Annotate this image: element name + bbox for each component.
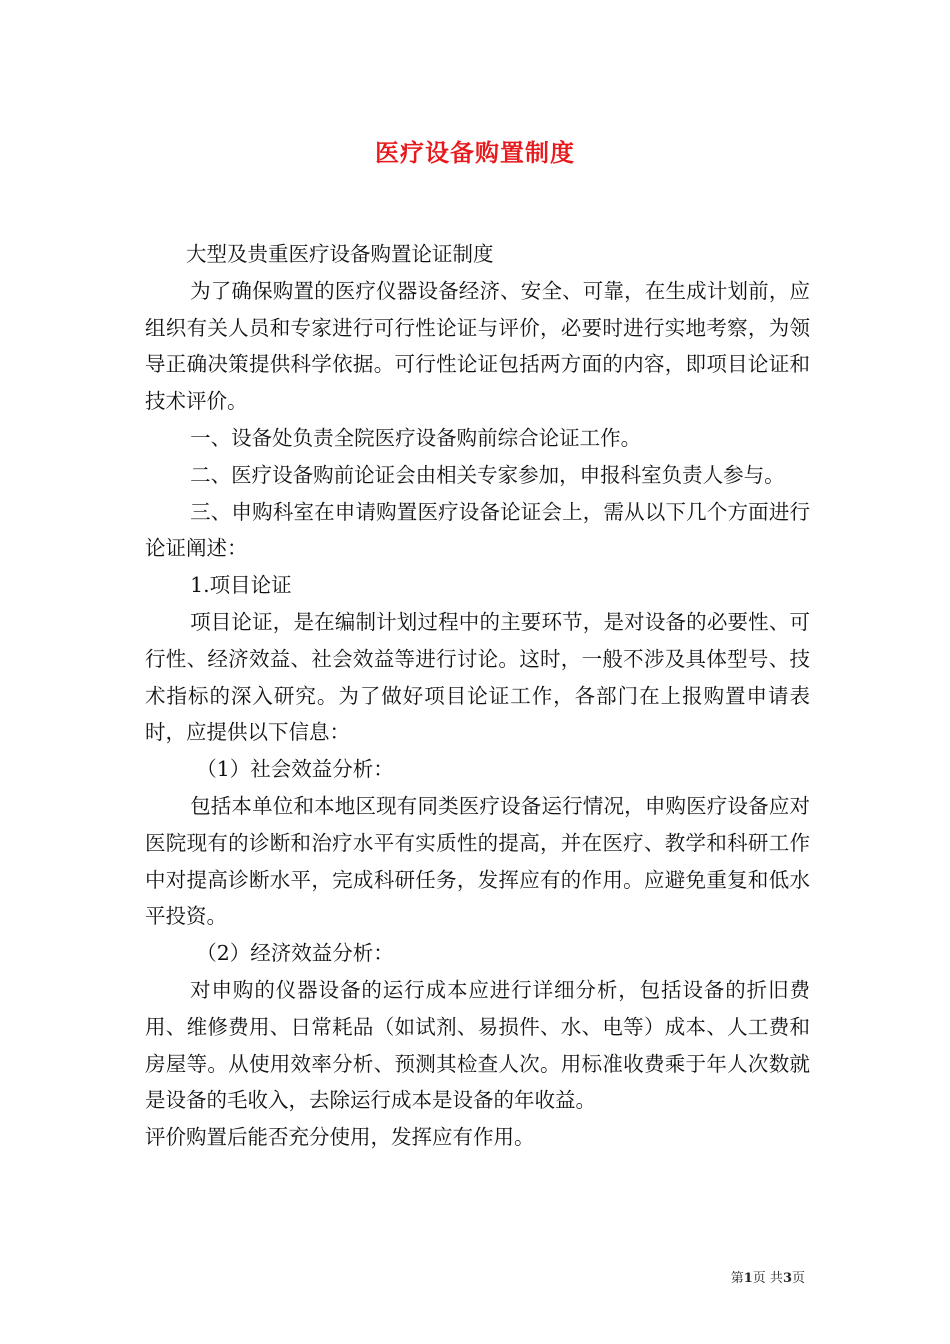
paragraph-item-two: 二、医疗设备购前论证会由相关专家参加，申报科室负责人参与。 <box>190 462 785 487</box>
paragraph-item-one: 一、设备处负责全院医疗设备购前综合论证工作。 <box>190 425 642 450</box>
page-number-footer <box>731 1267 805 1286</box>
subheading-social-benefit: （1）社会效益分析： <box>196 757 394 782</box>
paragraph-evaluation: 评价购置后能否充分使用，发挥应有作用。 <box>145 1125 535 1150</box>
paragraph-project-argument: 项目论证，是在编制计划过程中的主要环节，是对设备的必要性、可行性、经济效益、社会效益等进行讨论。这时，一般不涉及具体型号、技术指标的深入研究。为了做好项目论证工作，各部门在上报购置申请表时，应提供以下信息： <box>145 609 810 745</box>
document-body <box>145 236 810 1156</box>
subheading-economic-benefit: （2）经济效益分析： <box>196 941 394 966</box>
paragraph-economic-benefit: 对申购的仪器设备的运行成本应进行详细分析，包括设备的折旧费用、维修费用、日常耗品（如试剂、易损件、水、电等）成本、人工费和房屋等。从使用效率分析、预测其检查人次。用标准收费乘于年人次数就是设备的毛收入，去除运行成本是设备的年收益。 <box>145 977 810 1113</box>
subheading-project-argument: 1.项目论证 <box>190 573 292 598</box>
paragraph-social-benefit: 包括本单位和本地区现有同类医疗设备运行情况，申购医疗设备应对医院现有的诊断和治疗水平有实质性的提高，并在医疗、教学和科研工作中对提高诊断水平，完成科研任务，发挥应有的作用。应避免重复和低水平投资。 <box>145 793 810 929</box>
document-title: 医疗设备购置制度 <box>375 138 575 167</box>
page-prefix: 第 <box>730 1271 744 1286</box>
paragraph-intro: 为了确保购置的医疗仪器设备经济、安全、可靠，在生成计划前，应组织有关人员和专家进行可行性论证与评价，必要时进行实地考察，为领导正确决策提供科学依据。可行性论证包括两方面的内容，即项目论证和技术评价。 <box>145 278 810 414</box>
page-total: 3 <box>782 1271 792 1286</box>
page-current: 1 <box>743 1271 753 1286</box>
page-suffix: 页 <box>791 1271 805 1286</box>
paragraph-item-three: 三、申购科室在申请购置医疗设备论证会上，需从以下几个方面进行论证阐述： <box>145 499 810 561</box>
section-heading: 大型及贵重医疗设备购置论证制度 <box>186 242 494 266</box>
page-mid: 页 共 <box>752 1271 783 1286</box>
